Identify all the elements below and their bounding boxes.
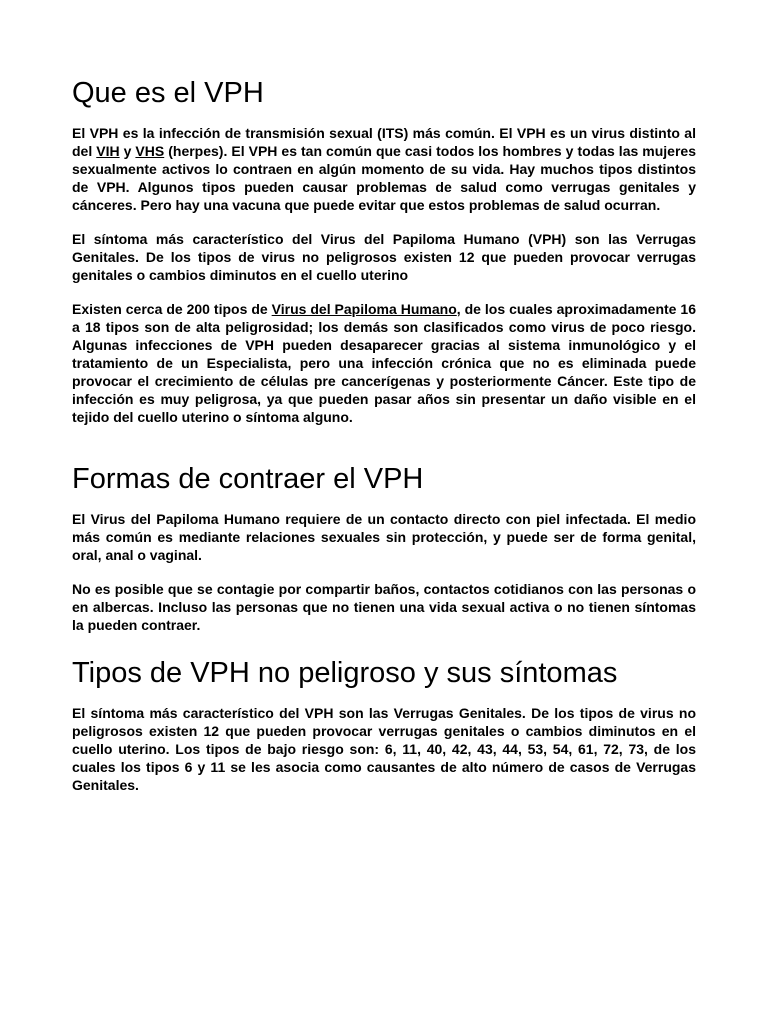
heading-que-es-vph: Que es el VPH bbox=[72, 77, 264, 109]
paragraph-text: , de los cuales aproximadamente 16 a 18 tipos son de alta peligrosidad; los demás son clasificados como virus de poco riesgo. Algunas infecciones de VPH pueden desaparecer gracias al sistema inmunológico y el tratamiento de un Especialista, pero una infección crónica que no es eliminada puede provocar el crecimiento de células pre cancerígenas y posteriormente Cáncer. Este tipo de infección es muy peligrosa, ya que pueden pasar años sin presentar un daño visible en el tejido del cuello uterino o síntoma alguno. bbox=[72, 301, 696, 425]
heading-tipos-vph-no-peligroso: Tipos de VPH no peligroso y sus síntomas bbox=[72, 657, 618, 689]
paragraph-text: y bbox=[119, 143, 136, 159]
paragraph-text: El VPH es la infección de transmisión sexual (ITS) más común. El VPH es un virus distinto al del bbox=[72, 125, 696, 159]
paragraph-que-es-3 bbox=[72, 300, 696, 426]
link-vih[interactable]: VIH bbox=[96, 143, 120, 159]
document-page bbox=[72, 72, 696, 794]
link-vhs[interactable]: VHS bbox=[135, 143, 165, 159]
heading-formas-de-contraer: Formas de contraer el VPH bbox=[72, 463, 424, 495]
paragraph-formas-1: El Virus del Papiloma Humano requiere de un contacto directo con piel infectada. El medio más común es mediante relaciones sexuales sin protección, y puede ser de forma genital, oral, anal o vaginal. bbox=[72, 511, 696, 563]
paragraph-text: Existen cerca de 200 tipos de bbox=[72, 301, 272, 317]
paragraph-tipos-1: El síntoma más característico del VPH son las Verrugas Genitales. De los tipos de virus no peligrosos existen 12 que pueden provocar verrugas genitales o cambios diminutos en el cuello uterino. Los tipos de bajo riesgo son: 6, 11, 40, 42, 43, 44, 53, 54, 61, 72, 73, de los cuales los tipos 6 y 11 se les asocia como causantes de alto número de casos de Verrugas Genitales. bbox=[72, 705, 696, 793]
paragraph-que-es-2: El síntoma más característico del Virus del Papiloma Humano (VPH) son las Verrugas Genitales. De los tipos de virus no peligrosos existen 12 que pueden provocar verrugas genitales o cambios diminutos en el cuello uterino bbox=[72, 231, 696, 283]
paragraph-text: (herpes). El VPH es tan común que casi todos los hombres y todas las mujeres sexualmente activos lo contraen en algún momento de su vida. Hay muchos tipos distintos de VPH. Algunos tipos pueden causar problemas de salud como verrugas genitales y cánceres. Pero hay una vacuna que puede evitar que estos problemas de salud ocurran. bbox=[72, 143, 696, 213]
link-virus-papiloma-humano[interactable]: Virus del Papiloma Humano bbox=[271, 301, 457, 317]
paragraph-que-es-1 bbox=[72, 124, 696, 214]
paragraph-formas-2: No es posible que se contagie por compartir baños, contactos cotidianos con las personas o en albercas. Incluso las personas que no tienen una vida sexual activa o no tienen síntomas la pueden contraer. bbox=[72, 581, 696, 633]
